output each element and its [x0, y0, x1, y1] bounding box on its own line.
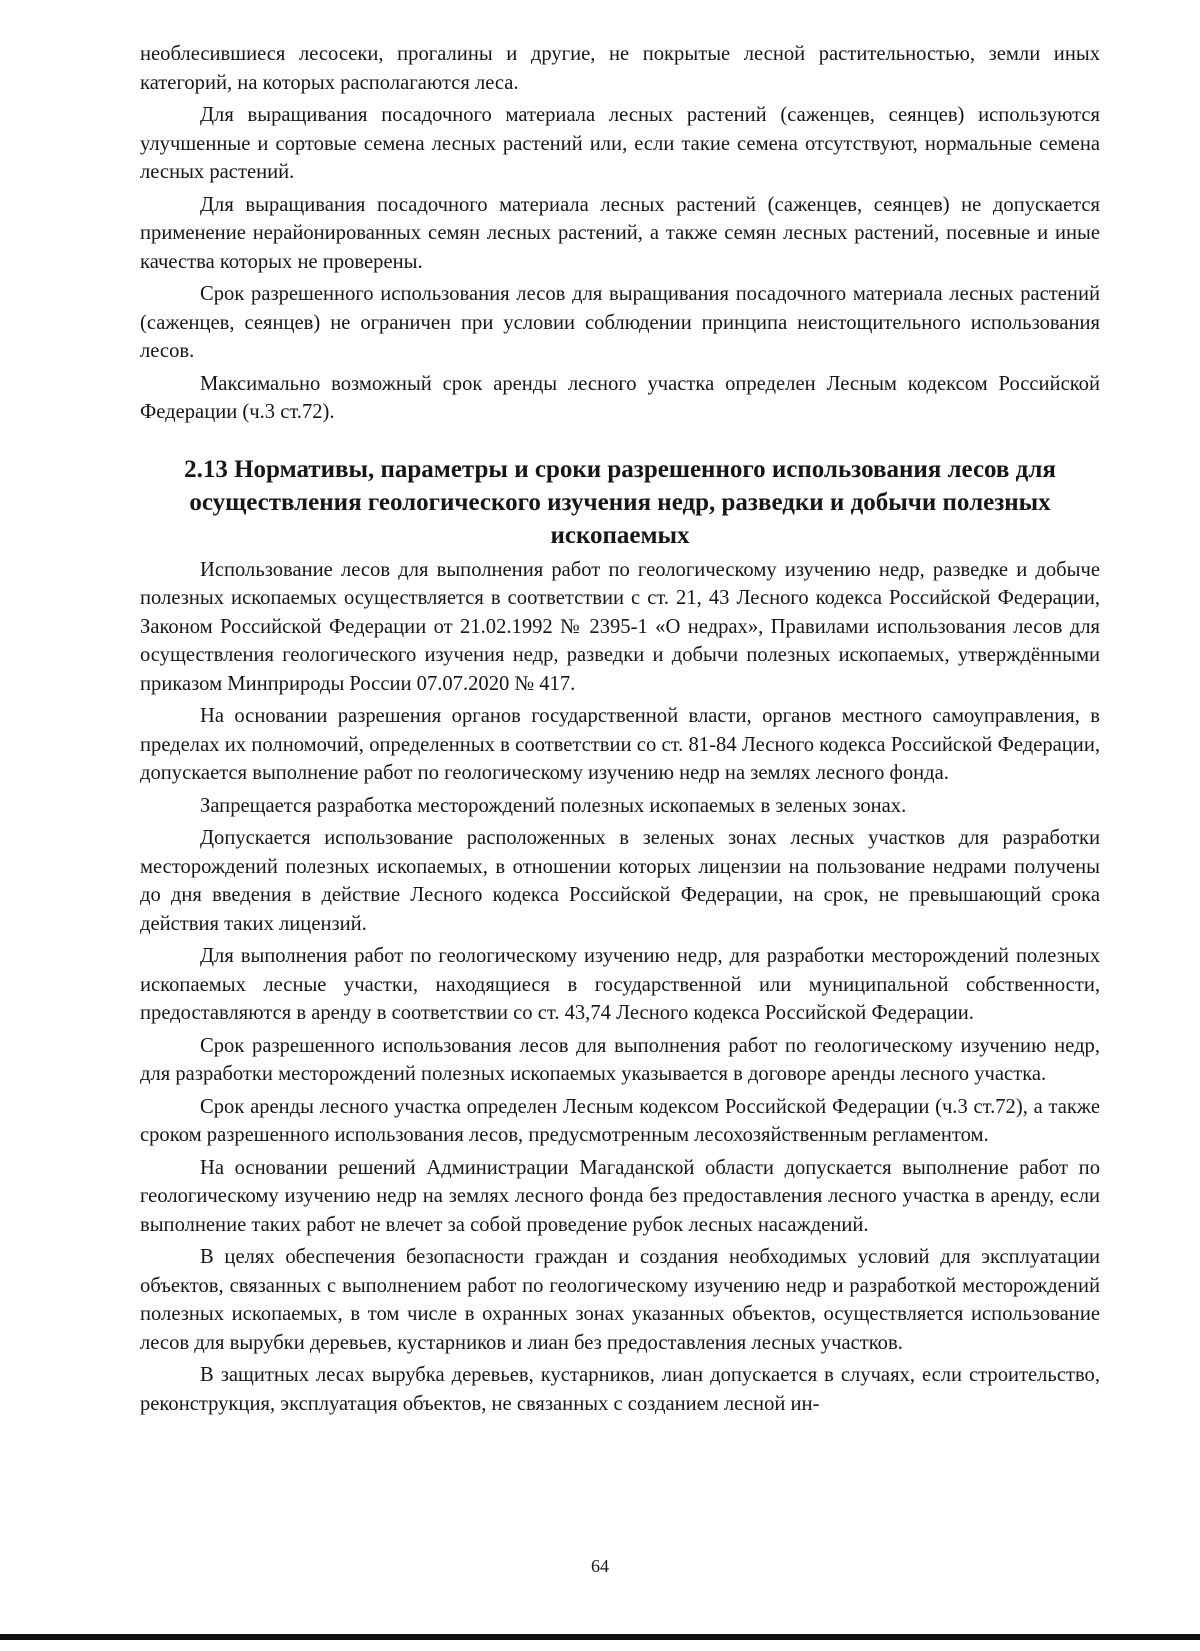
- paragraph: Использование лесов для выполнения работ по геологическому изучению недр, разведке и добыче полезных ископаемых осуществляется в соответствии с ст. 21, 43 Лесного кодекса Российской Федерации, Законом Российской Федерации от 21.02.1992 № 2395-1 «О недрах», Правилами использования лесов для осуществления геологического изучения недр, разведки и добычи полезных ископаемых, утверждёнными приказом Минприроды России 07.07.2020 № 417.: [140, 558, 1100, 695]
- paragraph: Максимально возможный срок аренды лесного участка определен Лесным кодексом Российской Федерации (ч.3 ст.72).: [140, 372, 1100, 423]
- paragraph: Для выращивания посадочного материала лесных растений (саженцев, сеянцев) используются улучшенные и сортовые семена лесных растений или, если такие семена отсутствуют, нормальные семена лесных растений.: [140, 104, 1100, 183]
- paragraph: Срок разрешенного использования лесов для выращивания посадочного материала лесных растений (саженцев, сеянцев) не ограничен при условии соблюдении принципа неистощительного использования лесов.: [140, 283, 1100, 362]
- section-heading: 2.13 Нормативы, параметры и сроки разрешенного использования лесов для осуществления геологического изучения недр, разведки и добычи полезных ископаемых: [184, 455, 1056, 549]
- paragraph: В целях обеспечения безопасности граждан и создания необходимых условий для эксплуатации объектов, связанных с выполнением работ по геологическому изучению недр и разработкой месторождений полезных ископаемых, в том числе в охранных зонах указанных объектов, осуществляется использование лесов для вырубки деревьев, кустарников и лиан без предоставления лесных участков.: [140, 1246, 1100, 1354]
- paragraph: Запрещается разработка месторождений полезных ископаемых в зеленых зонах.: [200, 794, 907, 817]
- paragraph: На основании разрешения органов государственной власти, органов местного самоуправления, в пределах их полномочий, определенных в соответствии со ст. 81-84 Лесного кодекса Российской Федерации, допускается выполнение работ по геологическому изучению недр на землях лесного фонда.: [140, 705, 1100, 784]
- paragraph: Для выполнения работ по геологическому изучению недр, для разработки месторождений полезных ископаемых лесные участки, находящиеся в государственной или муниципальной собственности, предоставляются в аренду в соответствии со ст. 43,74 Лесного кодекса Российской Федерации.: [140, 945, 1100, 1024]
- paragraph: Срок аренды лесного участка определен Лесным кодексом Российской Федерации (ч.3 ст.72), а также сроком разрешенного использования лесов, предусмотренным лесохозяйственным регламентом.: [140, 1095, 1100, 1146]
- paragraph-continued: необлесившиеся лесосеки, прогалины и другие, не покрытые лесной растительностью, земли иных категорий, на которых располагаются леса.: [140, 43, 1100, 94]
- bottom-rule: [0, 1634, 1200, 1640]
- paragraph: На основании решений Администрации Магаданской области допускается выполнение работ по геологическому изучению недр на землях лесного фонда без предоставления лесного участка в аренду, если выполнение таких работ не влечет за собой проведение рубок лесных насаждений.: [140, 1156, 1100, 1236]
- paragraph: Допускается использование расположенных в зеленых зонах лесных участков для разработки месторождений полезных ископаемых, в отношении которых лицензии на пользование недрами получены до дня введения в действие Лесного кодекса Российской Федерации, на срок, не превышающий срока действия таких лицензий.: [140, 827, 1100, 935]
- paragraph-continues: В защитных лесах вырубка деревьев, кустарников, лиан допускается в случаях, если строительство, реконструкция, эксплуатация объектов, не связанных с созданием лесной ин-: [140, 1364, 1100, 1415]
- paragraph: Для выращивания посадочного материала лесных растений (саженцев, сеянцев) не допускается применение нерайонированных семян лесных растений, а также семян лесных растений, посевные и иные качества которых не проверены.: [140, 193, 1100, 273]
- page-content: [140, 40, 1100, 1422]
- paragraph: Срок разрешенного использования лесов для выполнения работ по геологическому изучению недр, для разработки месторождений полезных ископаемых указывается в договоре аренды лесного участка.: [140, 1034, 1100, 1085]
- page-number: 64: [591, 1556, 609, 1576]
